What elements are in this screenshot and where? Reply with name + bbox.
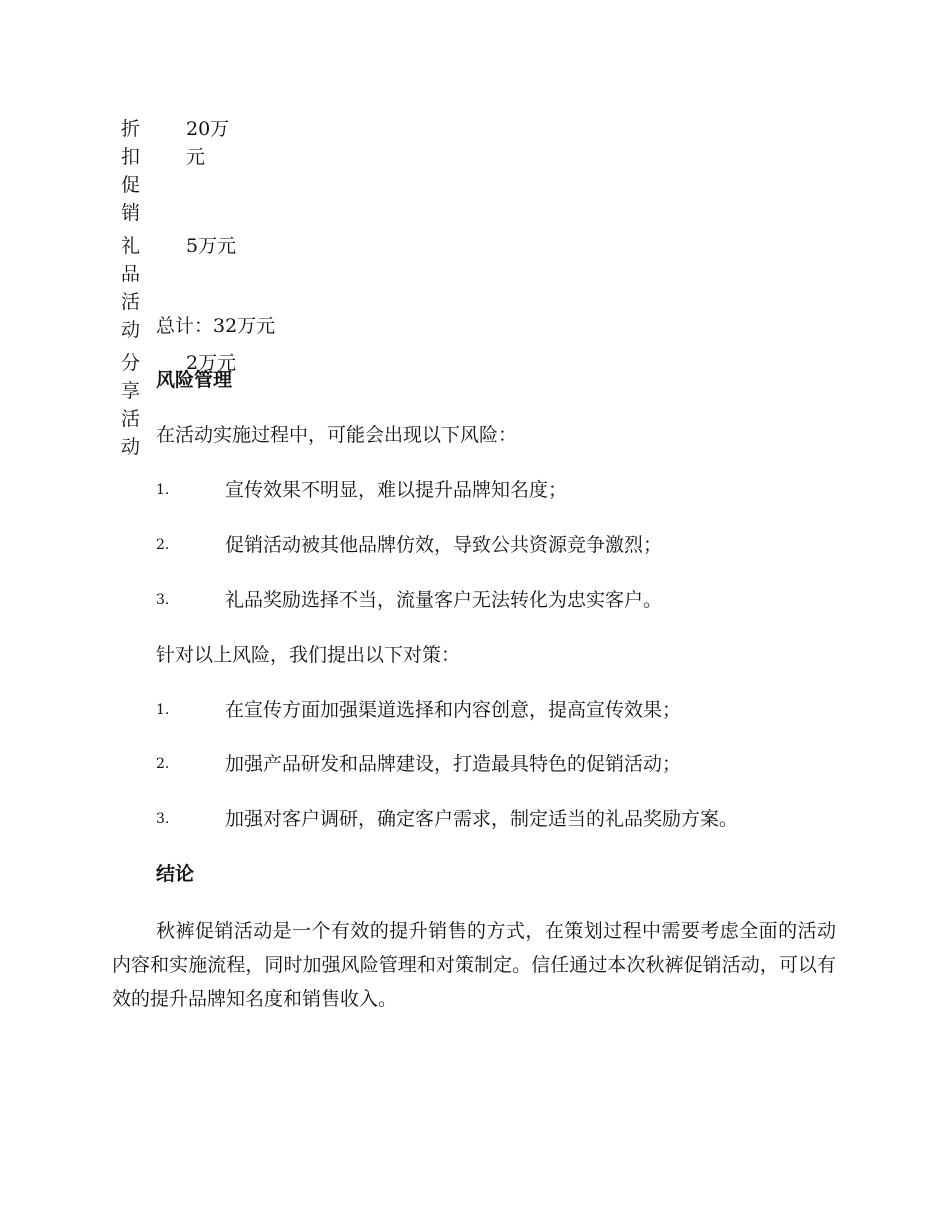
conclusion-paragraph: 秋裤促销活动是一个有效的提升销售的方式，在策划过程中需要考虑全面的活动内容和实施流程，同时加强风险管理和对策制定。信任通过本次秋裤促销活动，可以有效的提升品牌知名度和销售收入。 <box>112 920 836 1010</box>
list-number: 1. <box>156 482 170 498</box>
list-text: 促销活动被其他品牌仿效，导致公共资源竞争激烈； <box>225 534 663 556</box>
budget-item-amount: 20万元 <box>186 118 230 168</box>
list-text: 加强产品研发和品牌建设，打造最具特色的促销活动； <box>225 753 682 775</box>
budget-table <box>121 115 321 466</box>
list-number: 1. <box>156 702 170 718</box>
countermeasure-intro: 针对以上风险，我们提出以下对策： <box>156 644 461 666</box>
budget-item-amount: 2万元 <box>186 352 237 374</box>
budget-item-name: 折扣促销 <box>121 118 141 224</box>
list-number: 3. <box>156 592 170 608</box>
budget-row <box>121 115 321 227</box>
list-number: 3. <box>156 811 170 827</box>
risk-intro: 在活动实施过程中，可能会出现以下风险： <box>156 424 518 446</box>
risk-list-item <box>156 531 836 559</box>
countermeasure-list-item <box>156 750 836 778</box>
budget-item-name: 礼品活动 <box>121 235 141 341</box>
budget-total: 总计：32万元 <box>156 315 276 337</box>
list-text: 加强对客户调研，确定客户需求，制定适当的礼品奖励方案。 <box>225 808 739 830</box>
budget-item-amount: 5万元 <box>186 235 237 257</box>
budget-item-name: 分享活动 <box>121 352 141 458</box>
risk-heading: 风险管理 <box>156 369 233 391</box>
list-text: 宣传效果不明显，难以提升品牌知名度； <box>225 479 568 501</box>
list-text: 在宣传方面加强渠道选择和内容创意，提高宣传效果； <box>225 699 682 721</box>
countermeasure-list-item <box>156 696 836 724</box>
list-number: 2. <box>156 537 170 553</box>
conclusion-heading: 结论 <box>156 863 195 885</box>
countermeasure-list-item <box>156 805 836 833</box>
list-text: 礼品奖励选择不当，流量客户无法转化为忠实客户。 <box>225 589 663 611</box>
list-number: 2. <box>156 756 170 772</box>
risk-list-item <box>156 586 836 614</box>
risk-list-item <box>156 476 836 504</box>
